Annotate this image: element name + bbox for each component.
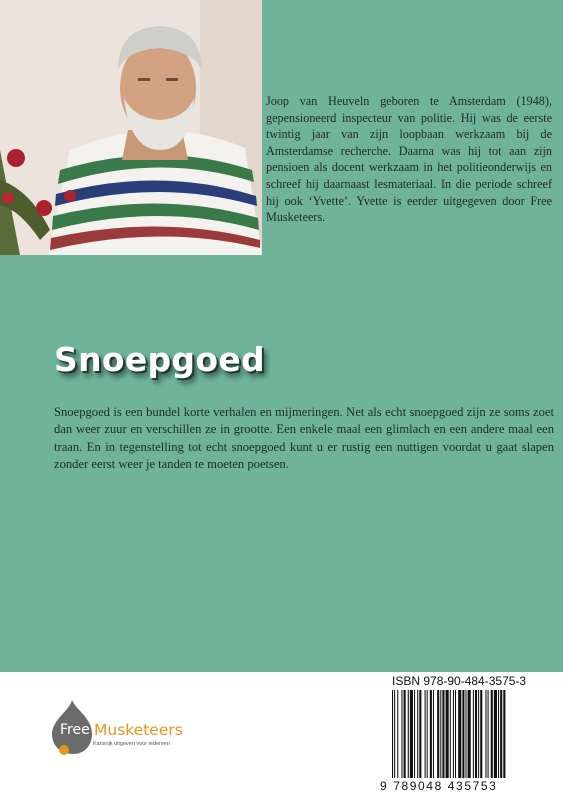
- barcode-bar: [433, 690, 434, 778]
- barcode: [390, 690, 556, 780]
- barcode-bar: [417, 690, 418, 778]
- barcode-bar: [458, 690, 461, 778]
- barcode-bar: [425, 690, 426, 778]
- logo-musketeers-text: Musketeers: [94, 721, 183, 739]
- barcode-bar: [500, 690, 502, 778]
- barcode-bar: [397, 690, 398, 778]
- barcode-bar: [455, 690, 456, 778]
- publisher-logo: [52, 700, 222, 760]
- barcode-bar: [450, 690, 451, 778]
- barcode-bar: [468, 690, 471, 778]
- barcode-bar: [480, 690, 482, 778]
- barcode-bar: [473, 690, 474, 778]
- barcode-bar: [491, 690, 493, 778]
- barcode-digits: 9 789048 435753: [380, 779, 498, 793]
- barcode-bar: [503, 690, 505, 778]
- barcode-bar: [475, 690, 477, 778]
- barcode-bar: [410, 690, 413, 778]
- author-bio: Joop van Heuveln geboren te Amsterdam (1948), gepensioneerd inspecteur van politie. Hij was de eerste twintig jaar van zijn loopbaan werkzaam bij de Amsterdamse recherche. Daarna was hij tot aan zijn pensioen als docent werkzaam in het politieonderwijs en schreef hij daarnaast lesmateriaal. In die periode schreef hij ook ‘Yvette’. Yvette is eerder uitgegeven door Free Musketeers.: [266, 94, 552, 225]
- barcode-bar: [485, 690, 486, 778]
- barcode-bar: [466, 690, 467, 778]
- barcode-bar: [394, 690, 395, 778]
- author-photo: [0, 0, 262, 255]
- barcode-bar: [453, 690, 454, 778]
- barcode-bar: [494, 690, 497, 778]
- barcode-bar: [446, 690, 449, 778]
- barcode-bar: [488, 690, 489, 778]
- barcode-bar: [414, 690, 415, 778]
- barcode-bar: [419, 690, 421, 778]
- barcode-bar: [408, 690, 409, 778]
- barcode-bar: [440, 690, 441, 778]
- barcode-bar: [478, 690, 479, 778]
- barcode-bar: [430, 690, 432, 778]
- barcode-bar: [462, 690, 464, 778]
- barcode-bar: [437, 690, 439, 778]
- logo-free-text: Free: [60, 722, 90, 738]
- barcode-bar: [404, 690, 406, 778]
- barcode-bar: [442, 690, 444, 778]
- book-title: Snoepgoed: [54, 340, 265, 379]
- barcode-bar: [427, 690, 428, 778]
- barcode-bar: [401, 690, 402, 778]
- book-blurb: Snoepgoed is een bundel korte verhalen en mijmeringen. Net als echt snoepgoed zijn ze soms zoet dan weer zuur en verschillen ze in grootte. Een enkele maal een glimlach en een andere maal een traan. En in tegenstelling tot echt snoepgoed kunt u er rustig een nuttigen voordat u gaat slapen zonder eerst weer je tanden te moeten poetsen.: [54, 405, 554, 472]
- barcode-bar: [498, 690, 499, 778]
- barcode-bar: [392, 690, 393, 778]
- logo-tagline: Kansrijk uitgeven voor iedereen: [93, 741, 171, 747]
- isbn-label: ISBN 978-90-484-3575-3: [392, 674, 527, 688]
